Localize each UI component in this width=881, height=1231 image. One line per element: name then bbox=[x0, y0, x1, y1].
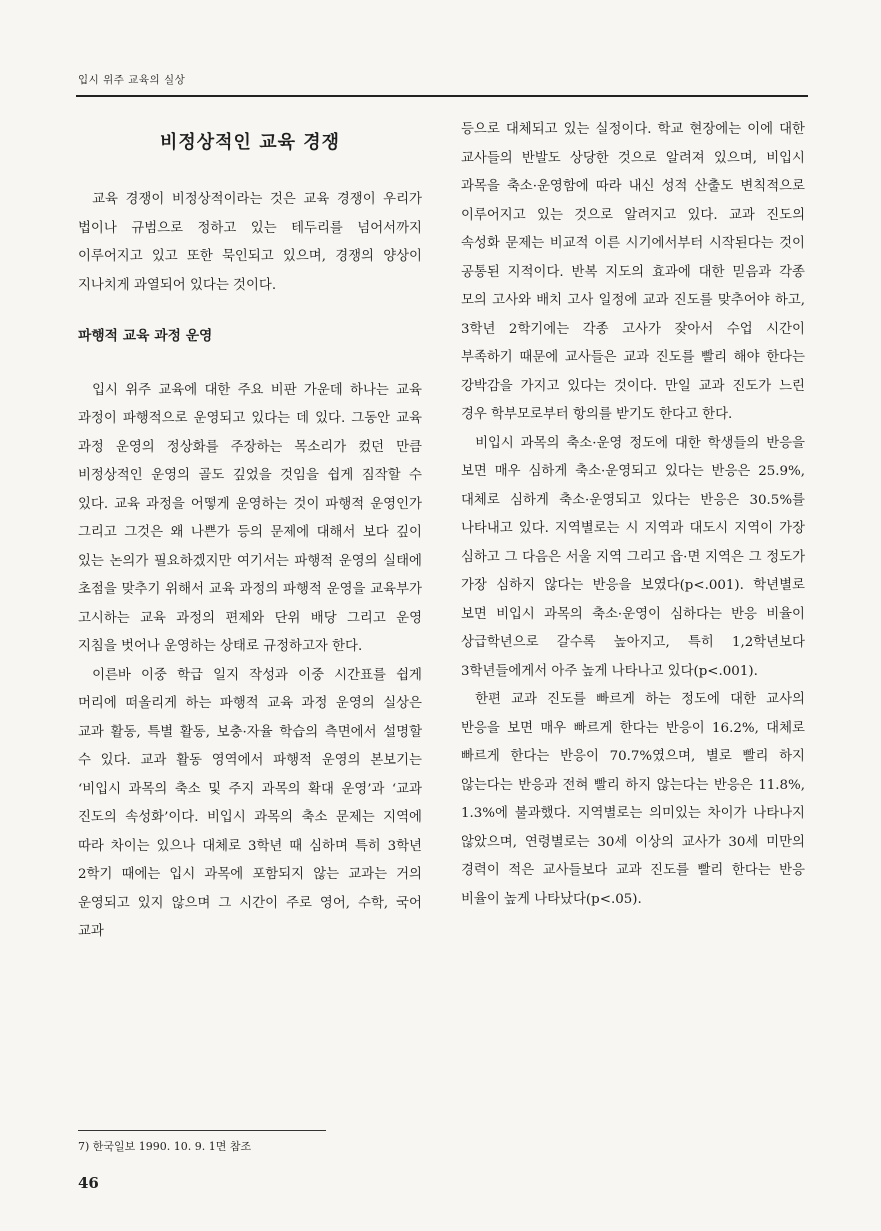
body-paragraph-5: 한편 교과 진도를 빠르게 하는 정도에 대한 교사의 반응을 보면 매우 빠르게 한다는 반응이 16.2%, 대체로 빠르게 한다는 반응이 70.7%였으며, 별로 빨리 하지 않는다는 반응과 전혀 빨리 하지 않는다는 반응은 11.8%, 1.3%에 불과했다. 지역별로는 의미있는 차이가 나타나지 않았으며, 연령별로는 30세 이상의 교사가 30세 미만의 경력이 적은 교사들보다 교과 진도를 빨리 한다는 반응 비율이 높게 나타났다(p<.05). bbox=[461, 692, 805, 907]
heading-spacer bbox=[78, 351, 422, 377]
intro-paragraph: 교육 경쟁이 비정상적이라는 것은 교육 경쟁이 우리가 법이나 규범으로 정하고 있는 테두리를 넘어서까지 이루어지고 있고 또한 묵인되고 있으며, 경쟁의 양상이 지나치게 과열되어 있다는 것이다. bbox=[78, 192, 422, 293]
body-paragraph-3: 등으로 대체되고 있는 실정이다. 학교 현장에는 이에 대한 교사들의 반발도 상당한 것으로 알려져 있으며, 비입시 과목을 축소·운영함에 따라 내신 성적 산출도 변칙적으로 이루어지고 있는 것으로 알려지고 있다. 교과 진도의 속성화 문제는 비교적 이른 시기에서부터 시작된다는 것이 공통된 지적이다. 반복 지도의 효과에 대한 믿음과 각종 모의 고사와 배치 고사 일정에 교과 진도를 맞추어야 하고, 3학년 2학기에는 각종 고사가 잦아서 수업 시간이 부족하기 때문에 교사들은 교과 진도를 빨리 해야 한다는 강박감을 가지고 있다는 것이다. 만일 교과 진도가 느린 경우 학부모로부터 항의를 받기도 한다고 한다. bbox=[461, 122, 805, 422]
left-column bbox=[78, 116, 422, 947]
footnote-rule bbox=[78, 1130, 326, 1131]
running-head: 입시 위주 교육의 실상 bbox=[78, 74, 186, 86]
right-column bbox=[461, 116, 805, 914]
page-number: 46 bbox=[78, 1174, 99, 1192]
body-paragraph-4: 비입시 과목의 축소·운영 정도에 대한 학생들의 반응을 보면 매우 심하게 축소·운영되고 있다는 반응은 25.9%, 대체로 심하게 축소·운영되고 있다는 반응은 30.5%를 나타내고 있다. 지역별로는 시 지역과 대도시 지역이 가장 심하고 그 다음은 서울 지역 그리고 읍·면 지역은 그 정도가 가장 심하지 않다는 반응을 보였다(p<.001). 학년별로 보면 비입시 과목의 축소·운영이 심하다는 반응 비율이 상급학년으로 갈수록 높아지고, 특히 1,2학년보다 3학년들에게서 아주 높게 나타나고 있다(p<.001). bbox=[461, 435, 805, 679]
footnote: 7) 한국일보 1990. 10. 9. 1면 참조 bbox=[78, 1140, 252, 1153]
header-rule bbox=[76, 95, 808, 97]
section-title: 비정상적인 교육 경쟁 bbox=[159, 132, 341, 153]
body-paragraph-1: 입시 위주 교육에 대한 주요 비판 가운데 하나는 교육 과정이 파행적으로 운영되고 있다는 데 있다. 그동안 교육 과정 운영의 정상화를 주장하는 목소리가 컸던 만큼 비정상적인 운영의 골도 깊었을 것임을 쉽게 짐작할 수 있다. 교육 과정을 어떻게 운영하는 것이 파행적 운영인가 그리고 그것은 왜 나쁜가 등의 문제에 대해서 보다 깊이 있는 논의가 필요하겠지만 여기서는 파행적 운영의 실태에 초점을 맞추기 위해서 교육 과정의 파행적 운영을 교육부가 고시하는 교육 과정의 편제와 단위 배당 그리고 운영 지침을 벗어나 운영하는 상태로 규정하고자 한다. bbox=[78, 382, 422, 654]
body-paragraph-2: 이른바 이중 학급 일지 작성과 이중 시간표를 쉽게 머리에 떠올리게 하는 파행적 교육 과정 운영의 실상은 교과 활동, 특별 활동, 보충·자율 학습의 측면에서 설명할 수 있다. 교과 활동 영역에서 파행적 운영의 본보기는 ‘비입시 과목의 축소 및 주지 과목의 확대 운영’과 ‘교과 진도의 속성화’이다. 비입시 과목의 축소 문제는 지역에 따라 차이는 있으나 대체로 3학년 때 심하며 특히 3학년 2학기 때에는 입시 과목에 포함되지 않는 교과는 거의 운영되고 있지 않으며 그 시간이 주로 영어, 수학, 국어 교과 bbox=[78, 667, 422, 939]
subsection-heading: 파행적 교육 과정 운영 bbox=[78, 328, 213, 344]
title-spacer bbox=[78, 158, 422, 186]
